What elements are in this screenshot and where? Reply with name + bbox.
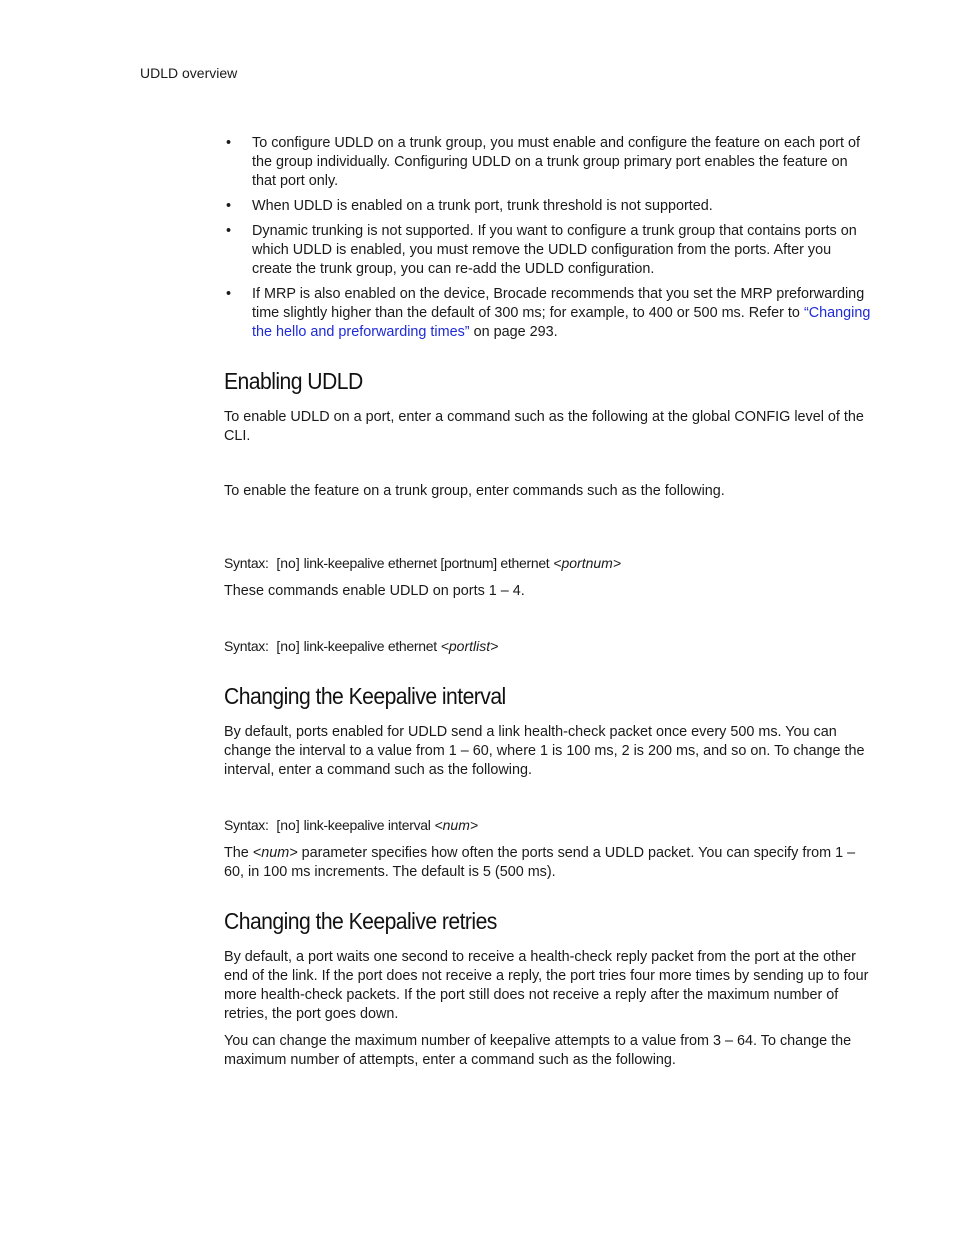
heading-keepalive-retries: Changing the Keepalive retries	[224, 908, 497, 934]
cross-reference-link[interactable]: “Changing the hello and preforwarding times”	[252, 305, 871, 340]
syntax-line	[224, 554, 874, 573]
bullet-text-tail: on page 293.	[469, 324, 558, 340]
running-header: UDLD overview	[140, 65, 238, 81]
syntax-label: Syntax:	[224, 555, 269, 571]
bullet-list	[224, 134, 874, 348]
paragraph: You can change the maximum number of keepalive attempts to a value from 3 – 64. To change the maximum number of attempts, enter a command such as the following.	[224, 1033, 852, 1068]
paragraph-text: parameter specifies how often the ports send a UDLD packet. You can specify from 1 – 60, in 100 ms increments. The default is 5 (500 ms).	[224, 845, 856, 880]
syntax-argument: <portnum>	[553, 555, 622, 571]
syntax-command: link-keepalive ethernet	[303, 638, 437, 654]
bullet-text: To configure UDLD on a trunk group, you must enable and configure the feature on each port of the group individually. Configuring UDLD on a trunk group primary port enables the feature on that port only.	[252, 135, 860, 189]
heading-enabling-udld: Enabling UDLD	[224, 368, 363, 394]
syntax-label: Syntax:	[224, 638, 269, 654]
syntax-argument: <num>	[434, 817, 479, 833]
paragraph: These commands enable UDLD on ports 1 – 4.	[224, 583, 525, 599]
bullet-text: If MRP is also enabled on the device, Brocade recommends that you set the MRP preforwarding time slightly higher than the default of 300 ms; for example, to 400 or 500 ms. Refer to	[252, 286, 865, 321]
bullet-item	[224, 222, 874, 279]
bullet-icon: •	[226, 223, 232, 239]
syntax-optional: [no]	[276, 555, 300, 571]
paragraph: To enable UDLD on a port, enter a command such as the following at the global CONFIG level of the CLI.	[224, 409, 864, 444]
paragraph	[224, 844, 872, 882]
bullet-icon: •	[226, 135, 232, 151]
paragraph: By default, a port waits one second to receive a health-check reply packet from the port at the other end of the link. If the port does not receive a reply, the port tries four more times by sending up to four more health-check packets. If the port still does not receive a reply after the maximum number of retries, the port goes down.	[224, 949, 869, 1022]
paragraph-text: The	[224, 845, 253, 861]
syntax-label: Syntax:	[224, 817, 269, 833]
syntax-optional: [no]	[276, 638, 300, 654]
syntax-line	[224, 816, 874, 835]
bullet-item	[224, 285, 874, 342]
paragraph: By default, ports enabled for UDLD send a link health-check packet once every 500 ms. You can change the interval to a value from 1 – 60, where 1 is 100 ms, 2 is 200 ms, and so on. To change the interval, enter a command such as the following.	[224, 724, 865, 778]
syntax-command: link-keepalive interval	[303, 817, 431, 833]
paragraph: To enable the feature on a trunk group, enter commands such as the following.	[224, 483, 725, 499]
syntax-command: link-keepalive ethernet [portnum] ethernet	[303, 555, 550, 571]
bullet-item	[224, 134, 874, 191]
syntax-argument: <portlist>	[440, 638, 499, 654]
bullet-item	[224, 197, 874, 216]
bullet-text: Dynamic trunking is not supported. If you want to configure a trunk group that contains ports on which UDLD is enabled, you must remove the UDLD configuration from the ports. After you create the trunk group, you can re-add the UDLD configuration.	[252, 223, 857, 277]
syntax-optional: [no]	[276, 817, 300, 833]
bullet-text: When UDLD is enabled on a trunk port, trunk threshold is not supported.	[252, 198, 713, 214]
syntax-line	[224, 637, 874, 656]
heading-keepalive-interval: Changing the Keepalive interval	[224, 683, 506, 709]
parameter-name: <num>	[252, 845, 298, 861]
bullet-icon: •	[226, 198, 232, 214]
bullet-icon: •	[226, 286, 232, 302]
